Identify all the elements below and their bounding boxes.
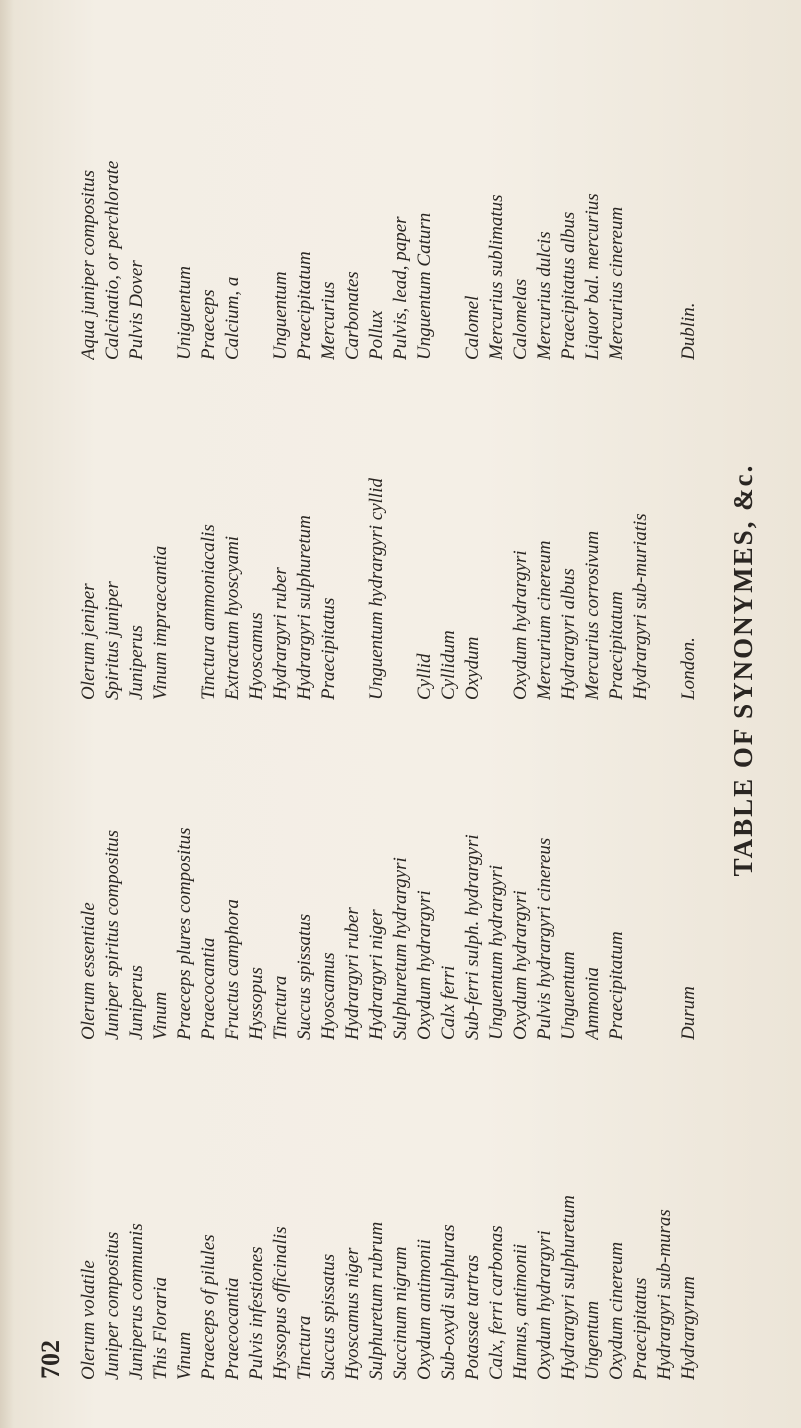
table-cell: Unguentum (270, 271, 291, 360)
table-cell: Sulphuretum hydrargyri (390, 857, 411, 1040)
table-cell: Olerum jeniper (78, 583, 99, 700)
table-cell: Praecipitatus (318, 597, 339, 700)
table-cell: Mercurius dulcis (534, 231, 555, 360)
table-cell: Succinum nigrum (390, 1246, 411, 1380)
table-cell: Pulvis infestiones (246, 1246, 267, 1380)
table-cell (653, 380, 677, 700)
table-cell: Vinum (150, 991, 171, 1040)
table-cell: Hydrargyrum (678, 1276, 699, 1380)
table-column (77, 380, 701, 700)
table-cell (149, 40, 173, 360)
table-cell: Durum (678, 986, 699, 1040)
table-cell: Cyllid (414, 653, 435, 700)
table-cell: Ungentum (582, 1300, 603, 1380)
table-cell: Sub-ferri sulph. hydrargyri (462, 834, 483, 1040)
table-cell: Oxydum antimonii (414, 1239, 435, 1380)
table-cell: Calcium, a (222, 276, 243, 360)
table-cell (629, 720, 653, 1040)
table-cell: Unguentum hydrargyri cyllid (366, 478, 387, 700)
table-cell: Uniguentum (174, 266, 195, 360)
table-cell: Tinctura ammoniacalis (198, 524, 219, 700)
table-cell: Unguentum (558, 951, 579, 1040)
table-cell: Calx ferri (438, 965, 459, 1040)
table-cell: Cyllidum (438, 630, 459, 700)
table-cell: Hydrargyri albus (558, 568, 579, 700)
table-cell: Hyoscamus (318, 952, 339, 1040)
table-cell: Hydrargyri niger (366, 909, 387, 1040)
table-cell: Hyoscamus (246, 612, 267, 700)
table-cell: Pulvis hydrargyri cinereus (534, 837, 555, 1040)
table-cell: Aqua juniper compositus (78, 170, 99, 360)
table-cell: Calomel (462, 295, 483, 360)
table-cell: Succus spissatus (294, 913, 315, 1040)
table-cell: Unguentum Caturn (414, 212, 435, 360)
table-cell (653, 40, 677, 360)
table-cell: Hydrargyri sub-muriatis (630, 513, 651, 700)
table-cell: Calcinatio, or perchlorate (102, 160, 123, 360)
table-cell: Hyssopus (246, 967, 267, 1040)
table-cell (653, 720, 677, 1040)
table-cell: Calx, ferri carbonas (486, 1225, 507, 1380)
table-cell: Hyoscamus niger (342, 1247, 363, 1380)
table-cell: Mercurius (318, 281, 339, 360)
table-cell: London. (678, 637, 699, 700)
table-cell: Mercurius sublimatus (486, 194, 507, 360)
table-cell: Praecipitatus albus (558, 211, 579, 360)
table-cell: Extractum hyoscyami (222, 535, 243, 700)
table-cell: Humus, antimonii (510, 1243, 531, 1380)
table-cell: Sulphuretum rubrum (366, 1221, 387, 1380)
table-cell: Tinctura (294, 1315, 315, 1380)
table-cell: Praecipitatum (606, 931, 627, 1040)
synonyms-table (77, 40, 701, 1380)
table-cell: Juniper spiritus compositus (102, 829, 123, 1040)
table-column (77, 720, 701, 1040)
table-cell: Oxydum hydrargyri (510, 550, 531, 700)
table-cell: Hydrargyri sulphuretum (294, 515, 315, 700)
table-cell: Oxydum hydrargyri (510, 890, 531, 1040)
table-cell: Juniper compositus (102, 1231, 123, 1380)
table-cell: Pollux (366, 310, 387, 360)
table-cell: Hyssopus officinalis (270, 1226, 291, 1380)
table-cell: Hydrargyri sub-muras (654, 1209, 675, 1380)
table-cell: Mercurius corrosivum (582, 530, 603, 700)
table-cell: Oxydum hydrargyri (414, 890, 435, 1040)
table-cell: Oxydum cinereum (606, 1241, 627, 1380)
table-cell: Hydrargyri ruber (342, 907, 363, 1040)
page-number: 702 (36, 1340, 65, 1379)
table-cell: Juniperus (126, 625, 147, 700)
table-cell: Juniperus (126, 965, 147, 1040)
table-cell: Praeceps plures compositus (174, 827, 195, 1040)
table-cell: Hydrargyri sulphuretum (558, 1195, 579, 1380)
table-cell: Oxydum (462, 636, 483, 700)
table-column (77, 1060, 701, 1380)
table-cell (245, 40, 269, 360)
table-cell: Pulvis Dover (126, 260, 147, 360)
table-cell: Vinum impraecantia (150, 545, 171, 700)
table-cell: Calomelas (510, 278, 531, 360)
table-cell: Tinctura (270, 975, 291, 1040)
table-cell: Praecocantia (222, 1277, 243, 1380)
table-cell: Liquor bal. mercurius (582, 193, 603, 360)
table-cell: Oxydum hydrargyri (534, 1230, 555, 1380)
table-cell: Spiritus juniper (102, 581, 123, 700)
table-cell: This Floraria (150, 1277, 171, 1380)
table-cell (629, 40, 653, 360)
table-cell: Praeceps of pilules (198, 1234, 219, 1380)
table-cell: Praecocantia (198, 937, 219, 1040)
table-column (77, 40, 701, 360)
table-cell: Praeceps (198, 289, 219, 360)
table-cell: Sub-oxydi sulphuras (438, 1224, 459, 1380)
table-cell: Fructus camphora (222, 899, 243, 1040)
table-cell: Praecipitatum (606, 591, 627, 700)
table-cell: Pulvis, lead, paper (390, 216, 411, 360)
table-cell (341, 380, 365, 700)
table-cell: Succus spissatus (318, 1253, 339, 1380)
table-cell: Carbonates (342, 271, 363, 360)
table-cell: Mercurium cinereum (534, 540, 555, 700)
table-cell: Ammonia (582, 967, 603, 1040)
table-cell: Unguentum hydrargyri (486, 864, 507, 1040)
table-cell: Praecipitatum (294, 251, 315, 360)
table-cell: Praecipitatus (630, 1277, 651, 1380)
table-cell: Olerum essentiale (78, 902, 99, 1040)
page-title: TABLE OF SYNONYMES, &c. (728, 463, 758, 877)
table-cell: Juniperus communis (126, 1223, 147, 1380)
table-cell: Dublin. (678, 302, 699, 360)
table-cell (173, 380, 197, 700)
table-cell (485, 380, 509, 700)
table-cell (389, 380, 413, 700)
table-cell: Hydrargyri ruber (270, 567, 291, 700)
table-cell (437, 40, 461, 360)
table-cell: Vinum (174, 1331, 195, 1380)
table-cell: Potassae tartras (462, 1254, 483, 1380)
table-cell: Mercurius cinereum (606, 206, 627, 360)
table-cell: Olerum volatile (78, 1260, 99, 1380)
